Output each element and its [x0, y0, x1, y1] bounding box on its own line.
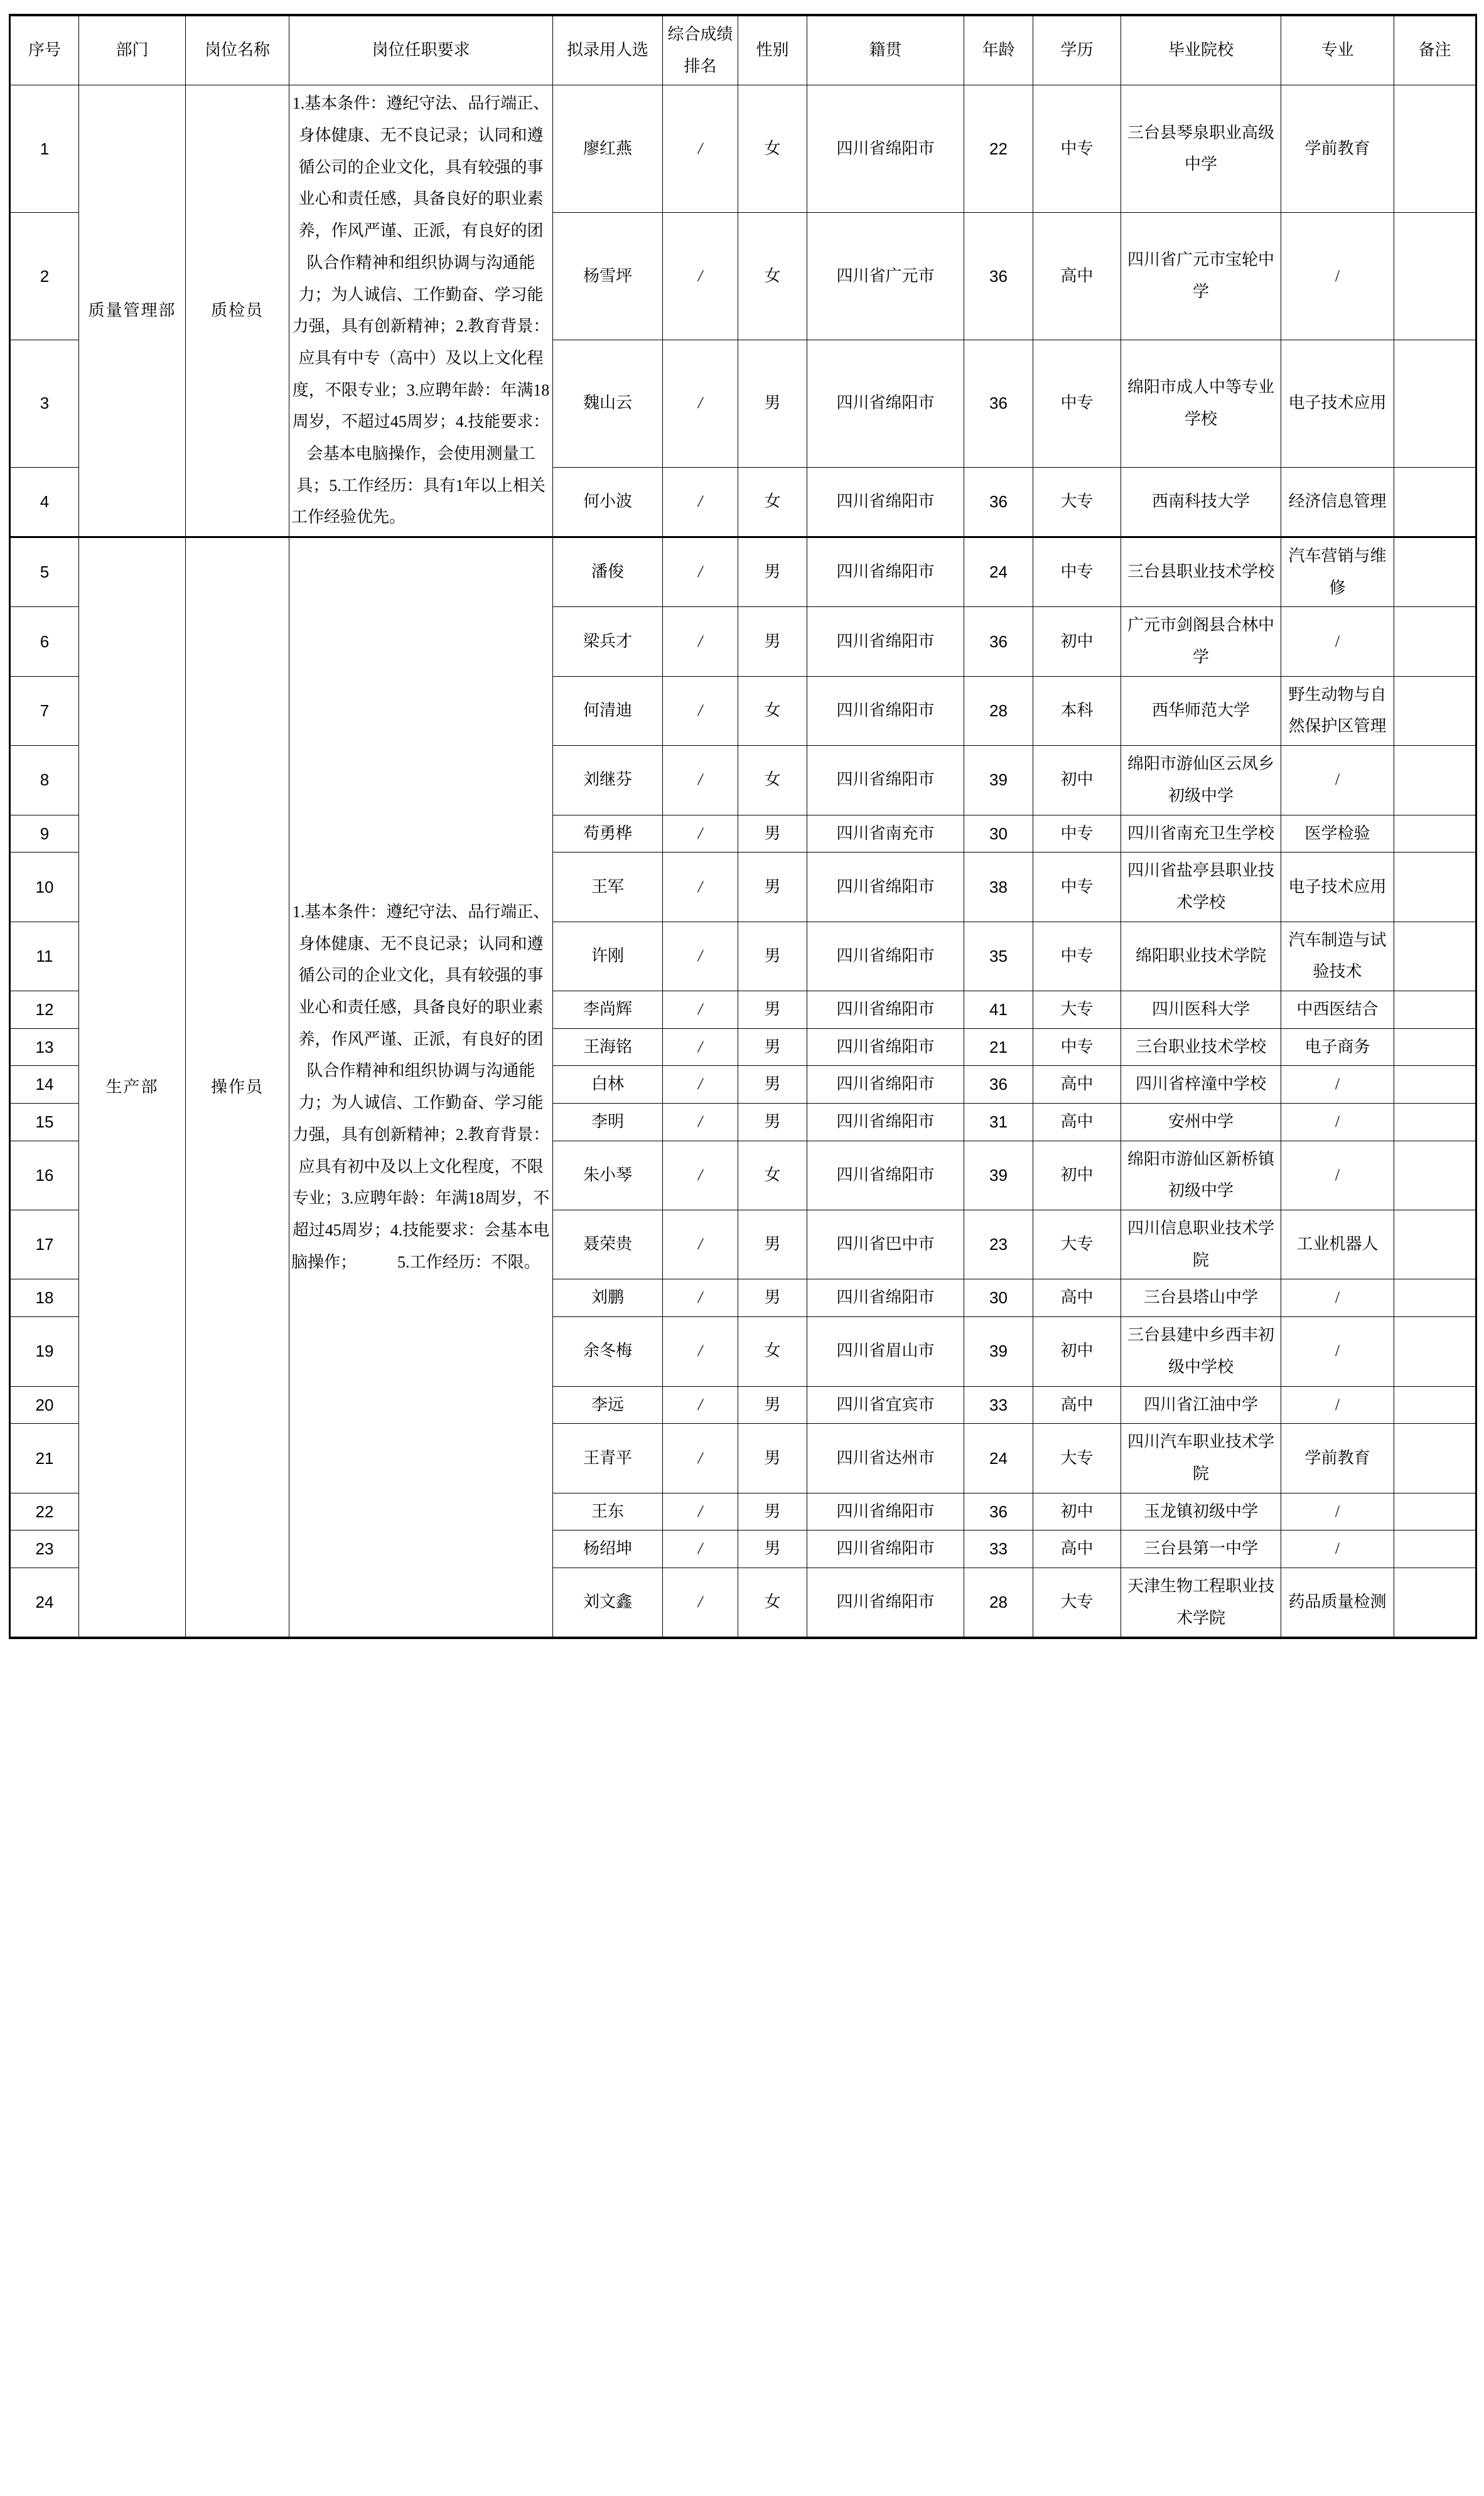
cell-seq: 11	[10, 922, 79, 991]
cell-candidate-name: 许刚	[553, 922, 663, 991]
cell-education: 中专	[1033, 922, 1121, 991]
cell-candidate-name: 李明	[553, 1104, 663, 1141]
cell-score-rank: /	[663, 1104, 738, 1141]
cell-score-rank: /	[663, 85, 738, 213]
cell-major: 电子技术应用	[1281, 853, 1394, 922]
cell-candidate-name: 白林	[553, 1066, 663, 1104]
cell-score-rank: /	[663, 1141, 738, 1210]
cell-department: 生产部	[79, 537, 186, 1638]
cell-candidate-name: 王海铭	[553, 1028, 663, 1066]
cell-hometown: 四川省绵阳市	[807, 676, 964, 745]
cell-seq: 1	[10, 85, 79, 213]
cell-candidate-name: 刘继芬	[553, 746, 663, 815]
cell-major: /	[1281, 1317, 1394, 1386]
column-header-note: 备注	[1394, 15, 1476, 85]
cell-candidate-name: 李尚辉	[553, 991, 663, 1028]
cell-school: 四川医科大学	[1121, 991, 1281, 1028]
cell-candidate-name: 余冬梅	[553, 1317, 663, 1386]
cell-seq: 2	[10, 213, 79, 340]
cell-candidate-name: 刘鹏	[553, 1279, 663, 1317]
column-header-requirements: 岗位任职要求	[289, 15, 553, 85]
column-header-department: 部门	[79, 15, 186, 85]
cell-gender: 男	[738, 922, 807, 991]
cell-score-rank: /	[663, 1493, 738, 1530]
cell-school: 绵阳市游仙区新桥镇初级中学	[1121, 1141, 1281, 1210]
table-header	[10, 15, 1476, 85]
cell-candidate-name: 王东	[553, 1493, 663, 1530]
cell-candidate-name: 杨绍坤	[553, 1530, 663, 1568]
cell-gender: 男	[738, 1028, 807, 1066]
cell-school: 三台县第一中学	[1121, 1530, 1281, 1568]
cell-education: 大专	[1033, 1568, 1121, 1638]
cell-note	[1394, 1210, 1476, 1279]
cell-gender: 女	[738, 676, 807, 745]
cell-education: 初中	[1033, 1317, 1121, 1386]
cell-major: /	[1281, 1066, 1394, 1104]
cell-seq: 23	[10, 1530, 79, 1568]
column-header-score-rank: 综合成绩排名	[663, 15, 738, 85]
cell-seq: 10	[10, 853, 79, 922]
cell-seq: 4	[10, 467, 79, 537]
cell-major: /	[1281, 1104, 1394, 1141]
cell-note	[1394, 1568, 1476, 1638]
table-row	[10, 537, 1476, 607]
cell-major: 汽车营销与维修	[1281, 537, 1394, 607]
cell-major: 电子商务	[1281, 1028, 1394, 1066]
cell-education: 大专	[1033, 991, 1121, 1028]
cell-note	[1394, 213, 1476, 340]
cell-age: 24	[964, 537, 1033, 607]
cell-education: 大专	[1033, 467, 1121, 537]
cell-gender: 男	[738, 853, 807, 922]
cell-seq: 18	[10, 1279, 79, 1317]
cell-school: 三台县建中乡西丰初级中学校	[1121, 1317, 1281, 1386]
cell-candidate-name: 杨雪坪	[553, 213, 663, 340]
cell-gender: 女	[738, 1317, 807, 1386]
cell-candidate-name: 苟勇桦	[553, 815, 663, 853]
cell-education: 高中	[1033, 1279, 1121, 1317]
cell-note	[1394, 676, 1476, 745]
cell-hometown: 四川省绵阳市	[807, 607, 964, 676]
column-header-hometown: 籍贯	[807, 15, 964, 85]
cell-major: 学前教育	[1281, 1424, 1394, 1493]
cell-education: 本科	[1033, 676, 1121, 745]
cell-gender: 男	[738, 1493, 807, 1530]
cell-hometown: 四川省眉山市	[807, 1317, 964, 1386]
cell-note	[1394, 1279, 1476, 1317]
cell-hometown: 四川省绵阳市	[807, 1141, 964, 1210]
cell-candidate-name: 何小波	[553, 467, 663, 537]
header-row	[10, 15, 1476, 85]
cell-age: 38	[964, 853, 1033, 922]
cell-seq: 17	[10, 1210, 79, 1279]
cell-age: 39	[964, 1317, 1033, 1386]
cell-requirements: 1.基本条件：遵纪守法、品行端正、身体健康、无不良记录；认同和遵循公司的企业文化，具有较强的事业心和责任感，具备良好的职业素养，作风严谨、正派，有良好的团队合作精神和组织协调与沟通能力；为人诚信、工作勤奋、学习能力强，具有创新精神；2.教育背景：应具有中专（高中）及以上文化程度，不限专业；3.应聘年龄：年满18周岁，不超过45周岁；4.技能要求：会基本电脑操作，会使用测量工具；5.工作经历：具有1年以上相关工作经验优先。	[289, 85, 553, 537]
cell-hometown: 四川省绵阳市	[807, 467, 964, 537]
cell-candidate-name: 李远	[553, 1386, 663, 1424]
cell-gender: 女	[738, 85, 807, 213]
cell-requirements: 1.基本条件：遵纪守法、品行端正、身体健康、无不良记录；认同和遵循公司的企业文化，具有较强的事业心和责任感，具备良好的职业素养，作风严谨、正派，有良好的团队合作精神和组织协调与沟通能力；为人诚信、工作勤奋、学习能力强，具有创新精神；2.教育背景：应具有初中及以上文化程度，不限专业；3.应聘年龄：年满18周岁，不超过45周岁；4.技能要求：会基本电脑操作； 5.工作经历：不限。	[289, 537, 553, 1638]
cell-candidate-name: 聂荣贵	[553, 1210, 663, 1279]
cell-school: 三台县琴泉职业高级中学	[1121, 85, 1281, 213]
cell-education: 高中	[1033, 1386, 1121, 1424]
cell-age: 36	[964, 607, 1033, 676]
cell-education: 高中	[1033, 213, 1121, 340]
cell-major: 经济信息管理	[1281, 467, 1394, 537]
cell-gender: 女	[738, 1141, 807, 1210]
cell-gender: 女	[738, 1568, 807, 1638]
column-header-school: 毕业院校	[1121, 15, 1281, 85]
cell-candidate-name: 潘俊	[553, 537, 663, 607]
cell-hometown: 四川省绵阳市	[807, 1530, 964, 1568]
column-header-education: 学历	[1033, 15, 1121, 85]
cell-school: 西华师范大学	[1121, 676, 1281, 745]
cell-seq: 5	[10, 537, 79, 607]
cell-age: 31	[964, 1104, 1033, 1141]
table-row	[10, 85, 1476, 213]
cell-gender: 男	[738, 1424, 807, 1493]
cell-post: 操作员	[186, 537, 289, 1638]
cell-hometown: 四川省绵阳市	[807, 340, 964, 467]
cell-school: 玉龙镇初级中学	[1121, 1493, 1281, 1530]
cell-education: 大专	[1033, 1210, 1121, 1279]
cell-major: 中西医结合	[1281, 991, 1394, 1028]
cell-age: 23	[964, 1210, 1033, 1279]
cell-hometown: 四川省绵阳市	[807, 1028, 964, 1066]
cell-candidate-name: 王军	[553, 853, 663, 922]
cell-school: 四川省梓潼中学校	[1121, 1066, 1281, 1104]
cell-major: /	[1281, 1279, 1394, 1317]
cell-note	[1394, 1066, 1476, 1104]
cell-hometown: 四川省绵阳市	[807, 746, 964, 815]
cell-seq: 7	[10, 676, 79, 745]
cell-age: 22	[964, 85, 1033, 213]
cell-score-rank: /	[663, 340, 738, 467]
cell-hometown: 四川省绵阳市	[807, 85, 964, 213]
cell-age: 36	[964, 1493, 1033, 1530]
cell-gender: 男	[738, 1066, 807, 1104]
cell-note	[1394, 1317, 1476, 1386]
column-header-age: 年龄	[964, 15, 1033, 85]
cell-note	[1394, 340, 1476, 467]
cell-note	[1394, 467, 1476, 537]
cell-age: 33	[964, 1386, 1033, 1424]
cell-major: /	[1281, 607, 1394, 676]
cell-note	[1394, 85, 1476, 213]
cell-candidate-name: 朱小琴	[553, 1141, 663, 1210]
cell-gender: 男	[738, 815, 807, 853]
cell-score-rank: /	[663, 607, 738, 676]
cell-school: 西南科技大学	[1121, 467, 1281, 537]
cell-school: 三台职业技术学校	[1121, 1028, 1281, 1066]
cell-note	[1394, 607, 1476, 676]
cell-school: 四川信息职业技术学院	[1121, 1210, 1281, 1279]
cell-gender: 男	[738, 991, 807, 1028]
cell-seq: 8	[10, 746, 79, 815]
cell-hometown: 四川省绵阳市	[807, 537, 964, 607]
cell-gender: 男	[738, 1104, 807, 1141]
cell-candidate-name: 魏山云	[553, 340, 663, 467]
cell-candidate-name: 梁兵才	[553, 607, 663, 676]
cell-age: 21	[964, 1028, 1033, 1066]
cell-score-rank: /	[663, 1568, 738, 1638]
cell-hometown: 四川省绵阳市	[807, 1568, 964, 1638]
cell-age: 28	[964, 676, 1033, 745]
cell-candidate-name: 廖红燕	[553, 85, 663, 213]
cell-education: 中专	[1033, 1028, 1121, 1066]
cell-age: 30	[964, 1279, 1033, 1317]
cell-score-rank: /	[663, 1424, 738, 1493]
cell-department: 质量管理部	[79, 85, 186, 537]
recruitment-table	[9, 14, 1477, 1639]
cell-score-rank: /	[663, 1028, 738, 1066]
cell-score-rank: /	[663, 467, 738, 537]
cell-gender: 男	[738, 340, 807, 467]
cell-hometown: 四川省广元市	[807, 213, 964, 340]
cell-age: 35	[964, 922, 1033, 991]
cell-gender: 男	[738, 607, 807, 676]
cell-seq: 20	[10, 1386, 79, 1424]
cell-candidate-name: 王青平	[553, 1424, 663, 1493]
cell-note	[1394, 1386, 1476, 1424]
cell-score-rank: /	[663, 991, 738, 1028]
cell-hometown: 四川省绵阳市	[807, 991, 964, 1028]
cell-age: 36	[964, 340, 1033, 467]
cell-note	[1394, 853, 1476, 922]
cell-note	[1394, 1104, 1476, 1141]
cell-school: 四川省盐亭县职业技术学校	[1121, 853, 1281, 922]
cell-note	[1394, 746, 1476, 815]
column-header-major: 专业	[1281, 15, 1394, 85]
cell-note	[1394, 1141, 1476, 1210]
cell-hometown: 四川省绵阳市	[807, 1104, 964, 1141]
cell-education: 中专	[1033, 537, 1121, 607]
cell-major: 药品质量检测	[1281, 1568, 1394, 1638]
cell-age: 24	[964, 1424, 1033, 1493]
cell-major: /	[1281, 746, 1394, 815]
cell-score-rank: /	[663, 1279, 738, 1317]
cell-school: 广元市剑阁县合林中学	[1121, 607, 1281, 676]
cell-age: 33	[964, 1530, 1033, 1568]
cell-seq: 13	[10, 1028, 79, 1066]
cell-score-rank: /	[663, 853, 738, 922]
cell-major: /	[1281, 1141, 1394, 1210]
cell-education: 中专	[1033, 85, 1121, 213]
cell-seq: 19	[10, 1317, 79, 1386]
cell-seq: 9	[10, 815, 79, 853]
cell-education: 高中	[1033, 1530, 1121, 1568]
cell-note	[1394, 537, 1476, 607]
cell-age: 39	[964, 1141, 1033, 1210]
cell-seq: 6	[10, 607, 79, 676]
cell-gender: 男	[738, 1210, 807, 1279]
cell-education: 初中	[1033, 1493, 1121, 1530]
cell-major: 医学检验	[1281, 815, 1394, 853]
cell-age: 28	[964, 1568, 1033, 1638]
cell-school: 四川省南充卫生学校	[1121, 815, 1281, 853]
cell-note	[1394, 991, 1476, 1028]
cell-note	[1394, 1028, 1476, 1066]
cell-age: 36	[964, 467, 1033, 537]
cell-education: 高中	[1033, 1104, 1121, 1141]
cell-seq: 15	[10, 1104, 79, 1141]
cell-score-rank: /	[663, 1530, 738, 1568]
cell-seq: 16	[10, 1141, 79, 1210]
cell-score-rank: /	[663, 746, 738, 815]
cell-school: 三台县塔山中学	[1121, 1279, 1281, 1317]
cell-score-rank: /	[663, 815, 738, 853]
cell-education: 初中	[1033, 1141, 1121, 1210]
cell-score-rank: /	[663, 1386, 738, 1424]
table-body	[10, 85, 1476, 1638]
cell-gender: 男	[738, 1530, 807, 1568]
cell-education: 中专	[1033, 340, 1121, 467]
cell-school: 绵阳市成人中等专业学校	[1121, 340, 1281, 467]
cell-seq: 21	[10, 1424, 79, 1493]
cell-seq: 14	[10, 1066, 79, 1104]
cell-school: 安州中学	[1121, 1104, 1281, 1141]
cell-hometown: 四川省绵阳市	[807, 1279, 964, 1317]
column-header-gender: 性别	[738, 15, 807, 85]
cell-gender: 女	[738, 746, 807, 815]
cell-gender: 女	[738, 213, 807, 340]
cell-score-rank: /	[663, 1317, 738, 1386]
cell-candidate-name: 刘文鑫	[553, 1568, 663, 1638]
cell-major: /	[1281, 1530, 1394, 1568]
cell-hometown: 四川省绵阳市	[807, 1066, 964, 1104]
cell-major: 汽车制造与试验技术	[1281, 922, 1394, 991]
cell-education: 大专	[1033, 1424, 1121, 1493]
cell-seq: 22	[10, 1493, 79, 1530]
cell-hometown: 四川省绵阳市	[807, 853, 964, 922]
cell-age: 30	[964, 815, 1033, 853]
cell-score-rank: /	[663, 922, 738, 991]
cell-note	[1394, 922, 1476, 991]
cell-seq: 3	[10, 340, 79, 467]
cell-hometown: 四川省绵阳市	[807, 922, 964, 991]
cell-school: 四川省广元市宝轮中学	[1121, 213, 1281, 340]
cell-school: 四川汽车职业技术学院	[1121, 1424, 1281, 1493]
column-header-candidate: 拟录用人选	[553, 15, 663, 85]
cell-seq: 12	[10, 991, 79, 1028]
cell-major: 学前教育	[1281, 85, 1394, 213]
cell-score-rank: /	[663, 1210, 738, 1279]
cell-hometown: 四川省绵阳市	[807, 1493, 964, 1530]
cell-education: 初中	[1033, 746, 1121, 815]
cell-school: 绵阳市游仙区云凤乡初级中学	[1121, 746, 1281, 815]
cell-major: 电子技术应用	[1281, 340, 1394, 467]
cell-note	[1394, 1493, 1476, 1530]
cell-major: 工业机器人	[1281, 1210, 1394, 1279]
cell-age: 39	[964, 746, 1033, 815]
cell-gender: 女	[738, 467, 807, 537]
cell-age: 36	[964, 213, 1033, 340]
cell-note	[1394, 1530, 1476, 1568]
cell-education: 初中	[1033, 607, 1121, 676]
cell-school: 三台县职业技术学校	[1121, 537, 1281, 607]
column-header-seq: 序号	[10, 15, 79, 85]
cell-education: 中专	[1033, 853, 1121, 922]
cell-note	[1394, 815, 1476, 853]
cell-school: 四川省江油中学	[1121, 1386, 1281, 1424]
cell-candidate-name: 何清迪	[553, 676, 663, 745]
cell-score-rank: /	[663, 537, 738, 607]
cell-hometown: 四川省达州市	[807, 1424, 964, 1493]
cell-age: 41	[964, 991, 1033, 1028]
cell-hometown: 四川省宜宾市	[807, 1386, 964, 1424]
cell-score-rank: /	[663, 1066, 738, 1104]
cell-age: 36	[964, 1066, 1033, 1104]
cell-major: 野生动物与自然保护区管理	[1281, 676, 1394, 745]
cell-education: 中专	[1033, 815, 1121, 853]
cell-score-rank: /	[663, 676, 738, 745]
cell-note	[1394, 1424, 1476, 1493]
cell-seq: 24	[10, 1568, 79, 1638]
cell-education: 高中	[1033, 1066, 1121, 1104]
cell-hometown: 四川省南充市	[807, 815, 964, 853]
cell-gender: 男	[738, 1386, 807, 1424]
cell-post: 质检员	[186, 85, 289, 537]
cell-school: 天津生物工程职业技术学院	[1121, 1568, 1281, 1638]
cell-school: 绵阳职业技术学院	[1121, 922, 1281, 991]
cell-major: /	[1281, 213, 1394, 340]
cell-major: /	[1281, 1493, 1394, 1530]
cell-gender: 男	[738, 1279, 807, 1317]
column-header-post: 岗位名称	[186, 15, 289, 85]
cell-gender: 男	[738, 537, 807, 607]
cell-score-rank: /	[663, 213, 738, 340]
cell-hometown: 四川省巴中市	[807, 1210, 964, 1279]
cell-major: /	[1281, 1386, 1394, 1424]
